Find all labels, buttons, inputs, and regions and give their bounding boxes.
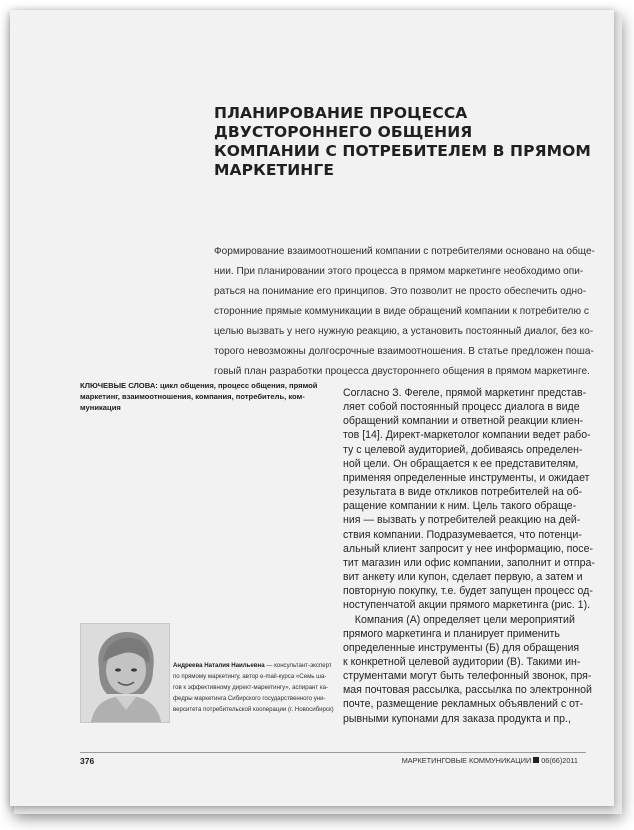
keywords-line: муникация <box>80 402 121 412</box>
abstract-line: сторонние прямые коммуникации в виде обращений компании к потребителю с <box>214 306 589 317</box>
journal-name <box>402 756 578 765</box>
body-line: к конкретной целевой аудитории (В). Такими ин- <box>343 655 581 668</box>
article-abstract <box>214 242 595 382</box>
article-title <box>214 104 604 180</box>
square-bullet-icon <box>533 757 539 763</box>
abstract-line: говый план разработки процесса двустороннего общения в прямом маркетинге. <box>214 366 590 377</box>
body-line: ляет собой постоянный процесс диалога в виде <box>343 401 580 414</box>
body-line: повторную покупку, т.е. будет запущен процесс од- <box>343 585 593 598</box>
author-photo <box>80 623 170 723</box>
author-bio-line: федры маркетинга Сибирского государственного уни- <box>173 694 326 702</box>
body-line: мая почтовая рассылка, рассылка по электронной <box>343 684 592 697</box>
body-line: прямого маркетинга и планирует применить <box>343 627 560 640</box>
footer-divider <box>80 752 586 753</box>
title-line: МАРКЕТИНГЕ <box>214 161 335 179</box>
title-line: ПЛАНИРОВАНИЕ ПРОЦЕССА <box>214 104 468 122</box>
body-line: рывными купонами для заказа продукта и пр., <box>343 712 571 725</box>
body-line: Компания (А) определяет цели мероприятий <box>343 613 575 626</box>
body-line: тит магазин или офис компании, заполнит и отпра- <box>343 556 595 569</box>
body-line: обращений компании и ответной реакции клиен- <box>343 415 584 428</box>
abstract-line: раться на понимание его принципов. Это позволит не просто обеспечить одно- <box>214 286 587 297</box>
journal-title: МАРКЕТИНГОВЫЕ КОММУНИКАЦИИ <box>401 756 532 765</box>
author-bio-line <box>173 661 363 672</box>
title-line: КОМПАНИИ С ПОТРЕБИТЕЛЕМ В ПРЯМОМ <box>214 142 591 160</box>
author-bio-line: верситета потребительской кооперации (г. Новосибирск) <box>173 705 334 713</box>
body-line: результата в виде откликов потребителей на об- <box>343 486 583 499</box>
author-bio-text: — консультант-эксперт <box>264 662 332 669</box>
author-bio-line: гов к эффективному директ-маркетингу», аспирант ка- <box>173 683 329 691</box>
author-bio <box>173 661 363 716</box>
body-line: Согласно З. Фегеле, прямой маркетинг представ- <box>343 387 587 399</box>
body-line: ния — вызвать у потребителей реакцию на дей- <box>343 514 581 527</box>
body-line: определенные инструменты (Б) для обращения <box>343 641 580 654</box>
page-number: 376 <box>80 756 95 766</box>
author-bio-line: по прямому маркетингу, автор e-mail-курса «Семь ша- <box>173 672 327 680</box>
abstract-line: целью вызвать у него нужную реакцию, а установить постоянный диалог, без ко- <box>214 326 594 337</box>
body-line: ствия компании. Подразумевается, что потенци- <box>343 528 582 541</box>
journal-issue: 06(66)2011 <box>541 756 578 765</box>
body-line: тов [14]. Директ-маркетолог компании ведет рабо- <box>343 429 591 442</box>
article-body <box>343 386 595 726</box>
body-line: почте, размещение рекламных объявлений с от- <box>343 698 584 711</box>
journal-page <box>10 10 614 806</box>
body-line: струментами могут быть телефонный звонок, пря- <box>343 670 592 683</box>
keywords-block <box>80 381 330 413</box>
title-line: ДВУСТОРОННЕГО ОБЩЕНИЯ <box>214 123 473 141</box>
body-line: ной цели. Он обращается к ее представителям, <box>343 457 579 470</box>
body-line: применяя определенные инструменты, и ожидает <box>343 471 590 484</box>
body-line: альный клиент запросит у нее информацию, посе- <box>343 542 594 555</box>
body-line: ноступенчатой акции прямого маркетинга (рис. 1). <box>343 599 591 612</box>
abstract-line: нии. При планировании этого процесса в прямом маркетинге необходимо опи- <box>214 266 584 277</box>
body-line: вит анкету или купон, сделает первую, а затем и <box>343 571 583 584</box>
abstract-line: Формирование взаимоотношений компании с потребителями основано на обще- <box>214 246 595 257</box>
abstract-line: торого невозможны долгосрочные взаимоотношения. В статье предложен поша- <box>214 346 594 357</box>
body-line: ту с целевой аудиторией, добиваясь определен- <box>343 443 583 456</box>
keywords-line: КЛЮЧЕВЫЕ СЛОВА: цикл общения, процесс общения, прямой <box>80 381 318 390</box>
author-name: Андреева Наталия Наильевна <box>173 662 265 669</box>
keywords-line: маркетинг, взаимоотношения, компания, потребитель, ком- <box>80 391 305 401</box>
body-line: ращение компании к ним. Цель такого обраще- <box>343 500 577 513</box>
